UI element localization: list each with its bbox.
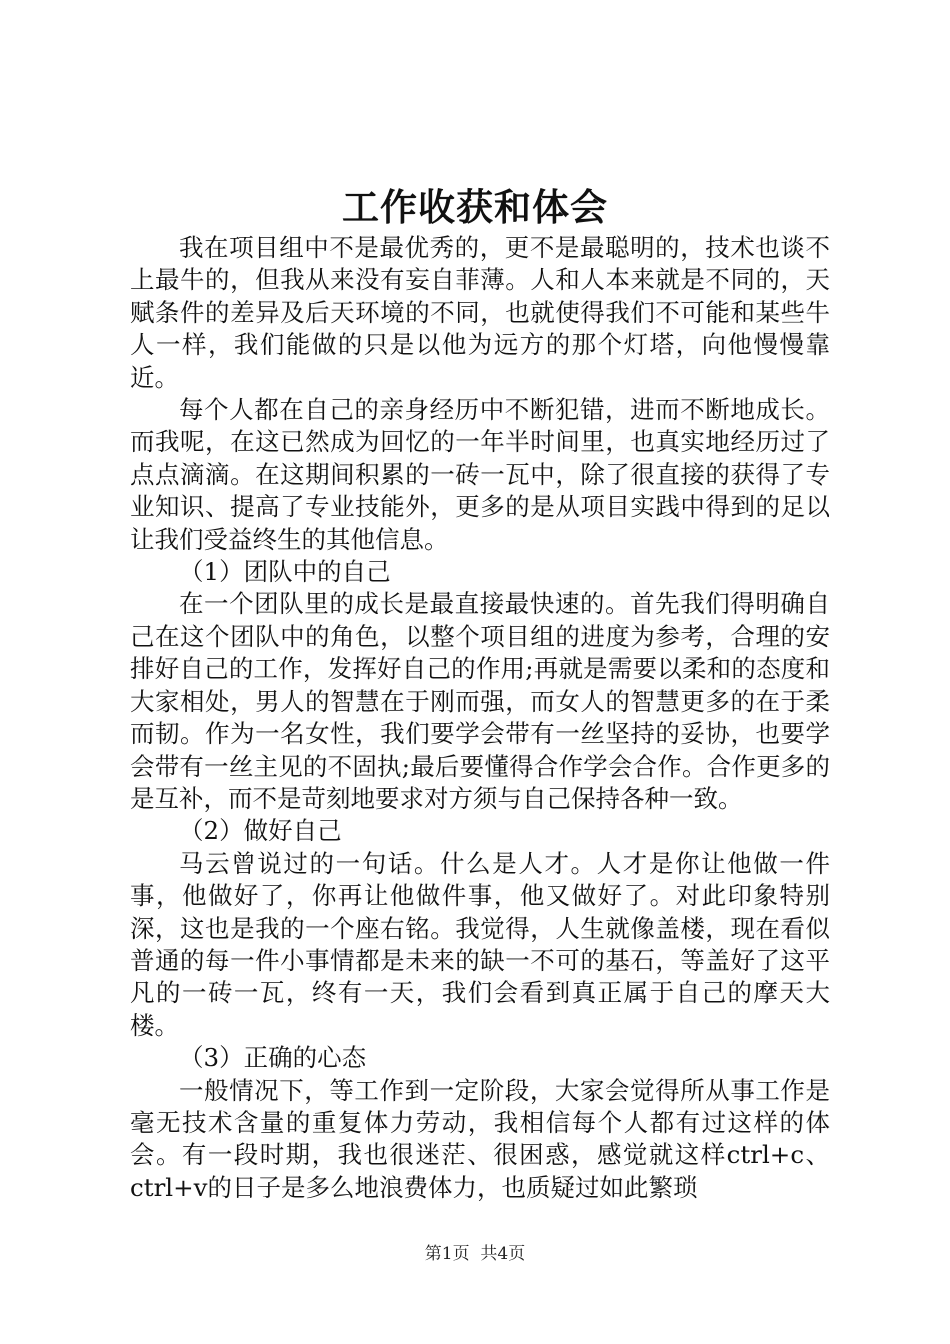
paragraph-mindset: 一般情况下，等工作到一定阶段，大家会觉得所从事工作是毫无技术含量的重复体力劳动，我相信每个人都有过这样的体会。有一段时期，我也很迷茫、很困惑，感觉就这样ctrl+c、ctrl+v的日子是多么地浪费体力，也质疑过如此繁琐 [130, 1075, 830, 1202]
section-heading-self: （2）做好自己 [179, 816, 342, 846]
paragraph-team: 在一个团队里的成长是最直接最快速的。首先我们得明确自己在这个团队中的角色，以整个项目组的进度为参考，合理的安排好自己的工作，发挥好自己的作用;再就是需要以柔和的态度和大家相处，男人的智慧在于刚而强，而女人的智慧更多的在于柔而韧。作为一名女性，我们要学会带有一丝坚持的妥协，也要学会带有一丝主见的不固执;最后要懂得合作学会合作。合作更多的是互补，而不是苛刻地要求对方须与自己保持各种一致。 [130, 589, 830, 813]
paragraph-self: 马云曾说过的一句话。什么是人才。人才是你让他做一件事，他做好了，你再让他做件事，他又做好了。对此印象特别深，这也是我的一个座右铭。我觉得，人生就像盖楼，现在看似普通的每一件小事情都是未来的缺一不可的基石，等盖好了这平凡的一砖一瓦，终有一天，我们会看到真正属于自己的摩天大楼。 [130, 848, 830, 1040]
paragraph-growth: 每个人都在自己的亲身经历中不断犯错，进而不断地成长。而我呢，在这已然成为回忆的一年半时间里，也真实地经历过了点点滴滴。在这期间积累的一砖一瓦中，除了很直接的获得了专业知识、提高了专业技能外，更多的是从项目实践中得到的足以让我们受益终生的其他信息。 [130, 395, 830, 554]
document-body [130, 232, 830, 1204]
paragraph-intro: 我在项目组中不是最优秀的，更不是最聪明的，技术也谈不上最牛的，但我从来没有妄自菲薄。人和人本来就是不同的，天赋条件的差异及后天环境的不同，也就使得我们不可能和某些牛人一样，我们能做的只是以他为远方的那个灯塔，向他慢慢靠近。 [130, 233, 830, 392]
page-number-label: 第1页 共4页 [424, 1244, 526, 1264]
section-heading-team: （1）团队中的自己 [179, 557, 391, 587]
page-footer [0, 1242, 950, 1266]
document-title: 工作收获和体会 [342, 185, 608, 229]
section-heading-mindset: （3）正确的心态 [179, 1043, 367, 1073]
